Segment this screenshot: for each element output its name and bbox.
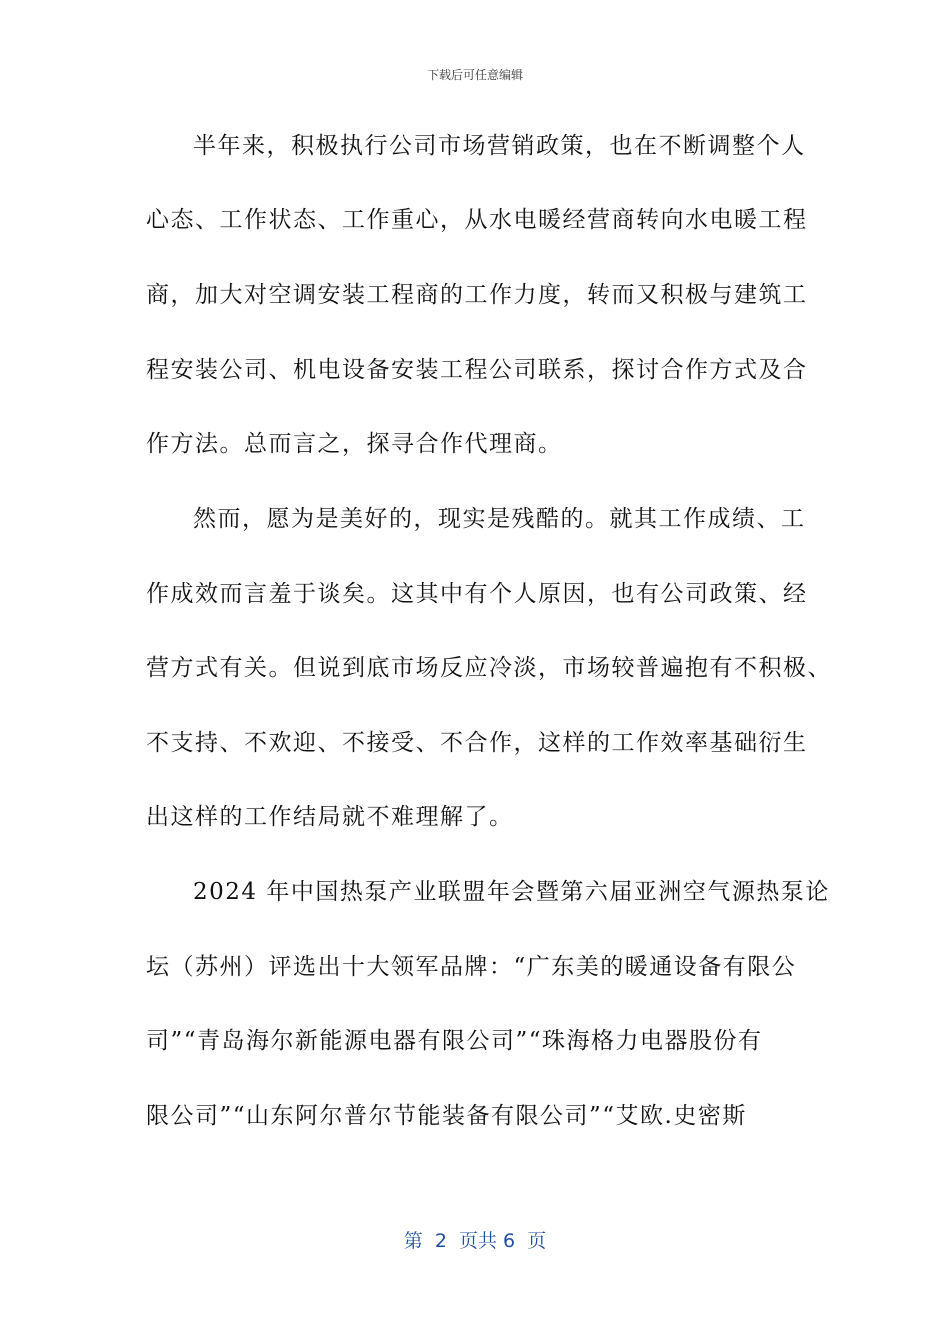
paragraph-3-line-3: 司”“青岛海尔新能源电器有限公司”“珠海格力电器股份有 xyxy=(146,1028,763,1054)
paragraph-1-line-3: 商，加大对空调安装工程商的工作力度，转而又积极与建筑工 xyxy=(146,282,808,308)
page-number-text: 第 2 页共 6 页 xyxy=(403,1230,547,1252)
paragraph-1-line-1: 半年来，积极执行公司市场营销政策，也在不断调整个人 xyxy=(193,133,806,159)
page-number-footer xyxy=(0,1226,950,1253)
paragraph-3-line-2: 坛（苏州）评选出十大领军品牌：“广东美的暖通设备有限公 xyxy=(146,954,797,980)
paragraph-2-line-3: 营方式有关。但说到底市场反应冷淡，市场较普遍抱有不积极、 xyxy=(146,655,832,681)
paragraph-2-line-1: 然而，愿为是美好的，现实是残酷的。就其工作成绩、工 xyxy=(193,506,806,532)
page-header-note: 下载后可任意编辑 xyxy=(426,68,523,82)
paragraph-1-line-5: 作方法。总而言之，探寻合作代理商。 xyxy=(146,431,563,457)
paragraph-2-line-4: 不支持、不欢迎、不接受、不合作，这样的工作效率基础衍生 xyxy=(146,730,808,756)
paragraph-2-line-2: 作成效而言羞于谈矣。这其中有个人原因，也有公司政策、经 xyxy=(146,581,808,607)
paragraph-3-line-4: 限公司”“山东阿尔普尔节能装备有限公司”“艾欧.史密斯 xyxy=(146,1103,747,1129)
paragraph-2-line-5: 出这样的工作结局就不难理解了。 xyxy=(146,804,514,830)
paragraph-1-line-2: 心态、工作状态、工作重心，从水电暖经营商转向水电暖工程 xyxy=(146,207,808,233)
paragraph-3-line-1: 2024 年中国热泵产业联盟年会暨第六届亚洲空气源热泵论 xyxy=(193,879,830,905)
paragraph-1-line-4: 程安装公司、机电设备安装工程公司联系，探讨合作方式及合 xyxy=(146,357,808,383)
